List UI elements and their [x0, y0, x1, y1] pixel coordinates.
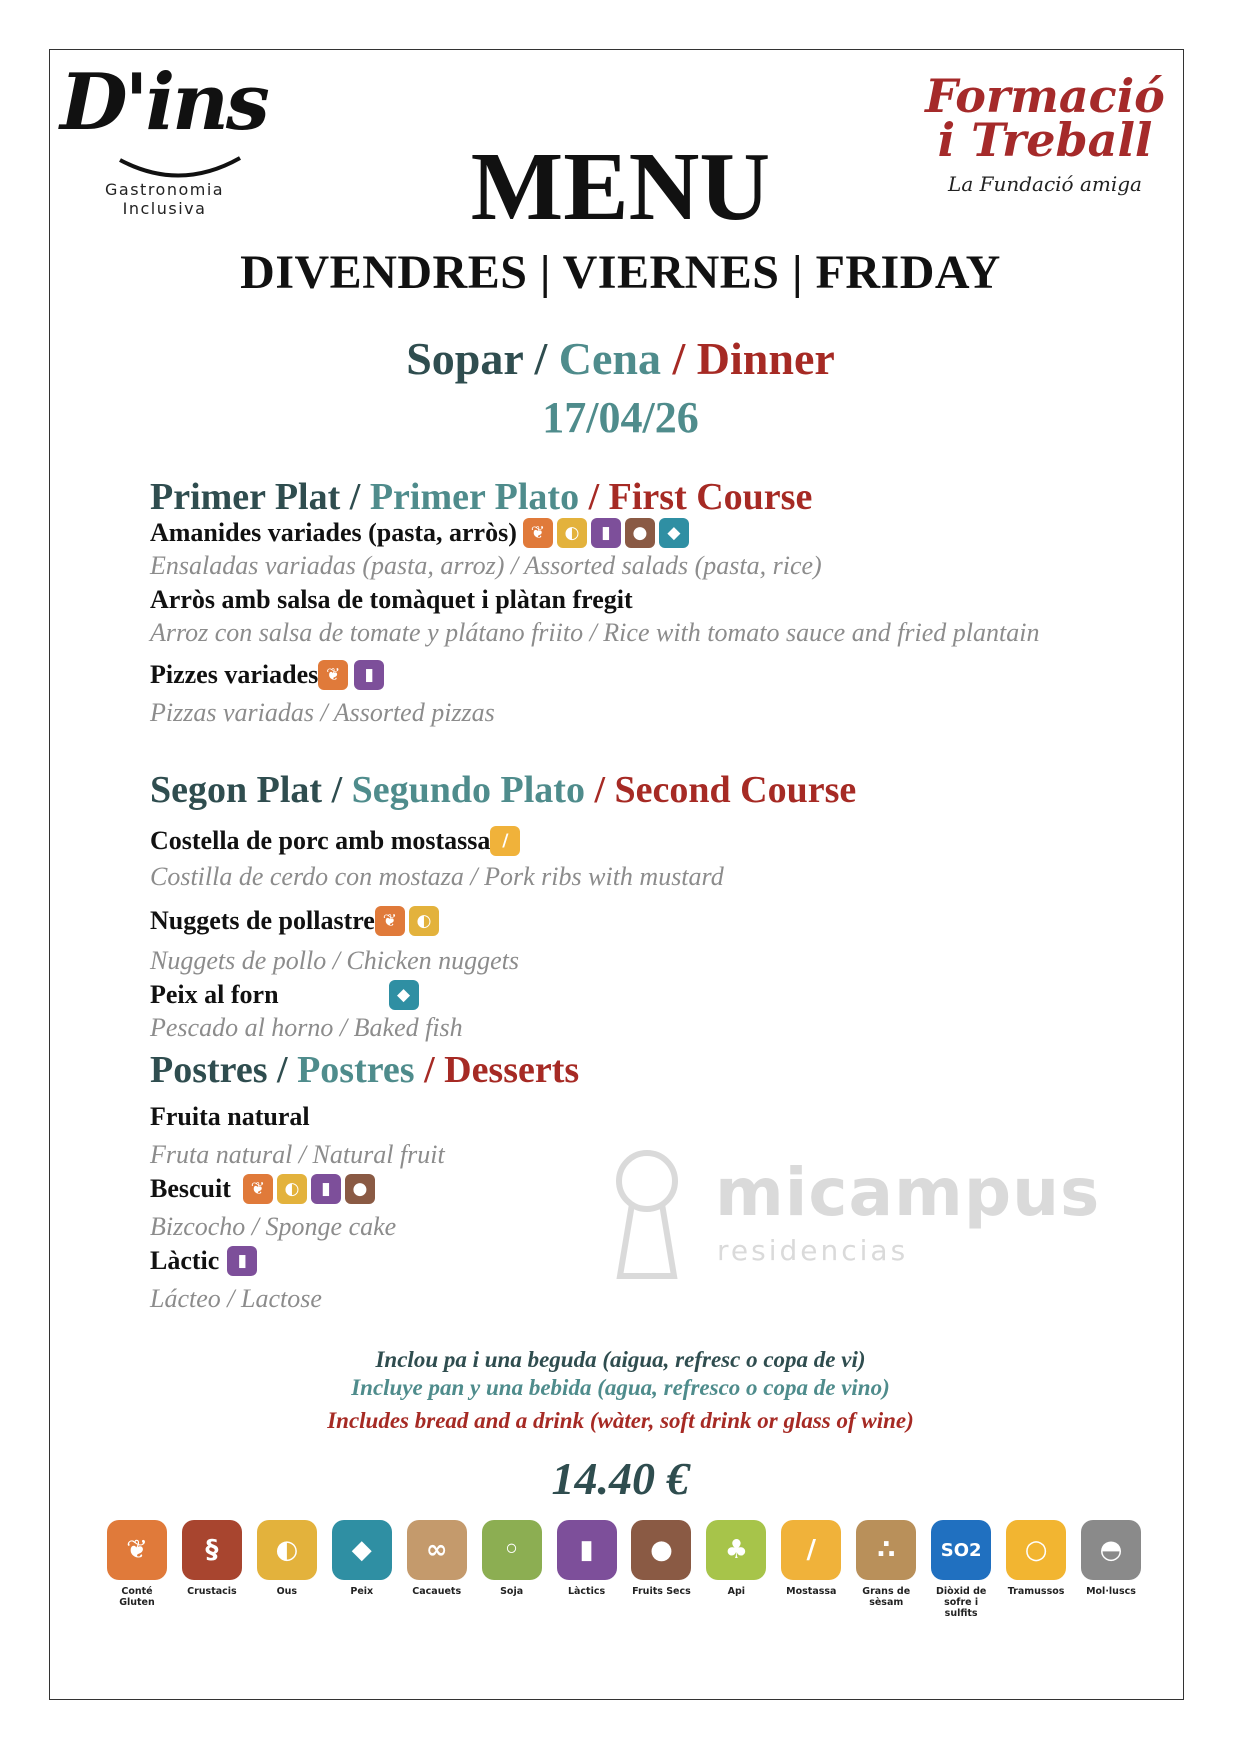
section-title-first-course: Primer Plat / Primer Plato / First Course [150, 476, 813, 518]
menu-item-translation: Bizcocho / Sponge cake [150, 1212, 397, 1241]
lupin-icon: ○ [1006, 1520, 1066, 1580]
menu-item-translation: Nuggets de pollo / Chicken nuggets [150, 946, 520, 975]
legend-item: / Mostassa [778, 1520, 844, 1619]
fish-icon: ◆ [332, 1520, 392, 1580]
menu-days: DIVENDRES | VIERNES | FRIDAY [240, 246, 1001, 299]
allergen-legend [104, 1520, 1144, 1619]
meal-ca: Sopar [406, 333, 523, 384]
menu-item-name: Pizzes variades [150, 660, 319, 689]
milk-icon: ▮ [591, 518, 621, 548]
menu-date: 17/04/26 [542, 393, 699, 442]
note-ca: Inclou pa i una beguda (aigua, refresc o copa de vi) [375, 1347, 866, 1372]
menu-item-name: Peix al forn [150, 980, 279, 1009]
fish-icon: ◆ [389, 980, 419, 1010]
allergen-icons [389, 980, 419, 1010]
dins-logo-subtitle: Gastronomia Inclusiva [105, 180, 225, 218]
milk-icon: ▮ [311, 1174, 341, 1204]
ft-logo-line1: Formació [925, 69, 1165, 123]
menu-item-translation: Lácteo / Lactose [150, 1284, 322, 1313]
so2-icon: SO2 [931, 1520, 991, 1580]
meal-es: Cena [558, 333, 661, 384]
allergen-icons [375, 906, 439, 936]
menu-item-translation: Pizzas variadas / Assorted pizzas [150, 698, 495, 727]
legend-item: ◐ Ous [254, 1520, 320, 1619]
milk-icon: ▮ [557, 1520, 617, 1580]
legend-item: ∴ Grans de sèsam [853, 1520, 919, 1619]
note-es: Incluye pan y una bebida (agua, refresco o copa de vino) [351, 1375, 890, 1400]
menu-item-translation: Fruta natural / Natural fruit [150, 1140, 445, 1169]
shrimp-icon: § [182, 1520, 242, 1580]
allergen-icons [243, 1174, 375, 1204]
egg-icon: ◐ [277, 1174, 307, 1204]
allergen-icons [318, 660, 384, 690]
legend-item: ○ Tramussos [1003, 1520, 1069, 1619]
mustard-icon: / [781, 1520, 841, 1580]
legend-item: ▮ Làctics [554, 1520, 620, 1619]
legend-item: ∞ Cacauets [404, 1520, 470, 1619]
mustard-icon: / [490, 826, 520, 856]
meal-en: Dinner [696, 333, 835, 384]
menu-item [150, 980, 419, 1010]
menu-item-translation: Pescado al horno / Baked fish [150, 1013, 463, 1042]
menu-item [150, 585, 633, 615]
micampus-watermark [612, 1146, 1101, 1286]
menu-item [150, 826, 520, 856]
menu-item [150, 1174, 375, 1204]
celery-icon: ♣ [706, 1520, 766, 1580]
egg-icon: ◐ [409, 906, 439, 936]
soy-icon: ◦ [482, 1520, 542, 1580]
menu-item [150, 906, 439, 936]
legend-item: ◦ Soja [479, 1520, 545, 1619]
legend-item: ♣ Api [703, 1520, 769, 1619]
shell-icon: ◓ [1081, 1520, 1141, 1580]
menu-item-name: Fruita natural [150, 1102, 310, 1131]
wheat-icon: ❦ [375, 906, 405, 936]
milk-icon: ▮ [354, 660, 384, 690]
wheat-icon: ❦ [318, 660, 348, 690]
wheat-icon: ❦ [523, 518, 553, 548]
menu-item-name: Bescuit [150, 1174, 231, 1203]
menu-item [150, 1102, 310, 1132]
legend-item: SO2 Diòxid de sofre i sulfits [928, 1520, 994, 1619]
watermark-name: micampus [715, 1154, 1101, 1231]
price: 14.40 € [551, 1453, 690, 1504]
note-en: Includes bread and a drink (wàter, soft drink or glass of wine) [327, 1408, 914, 1433]
nut-icon: ● [631, 1520, 691, 1580]
peanut-icon: ∞ [407, 1520, 467, 1580]
menu-item-name: Làctic [150, 1246, 220, 1275]
legend-item: ❦ Conté Gluten [104, 1520, 170, 1619]
wheat-icon: ❦ [243, 1174, 273, 1204]
allergen-icons [490, 826, 520, 856]
legend-item: ◓ Mol·luscs [1078, 1520, 1144, 1619]
meal-heading: Sopar / Cena / Dinner [406, 333, 835, 384]
milk-icon: ▮ [227, 1246, 257, 1276]
menu-item-name: Arròs amb salsa de tomàquet i plàtan fregit [150, 585, 633, 614]
legend-item: ● Fruits Secs [628, 1520, 694, 1619]
watermark-sub: residencias [717, 1234, 909, 1267]
section-title-second-course: Segon Plat / Segundo Plato / Second Course [150, 769, 857, 811]
section-title-desserts: Postres / Postres / Desserts [150, 1049, 580, 1091]
keyhole-icon [612, 1146, 682, 1282]
allergen-icons [523, 518, 689, 548]
nut-icon: ● [625, 518, 655, 548]
menu-item-name: Nuggets de pollastre [150, 906, 375, 935]
menu-item [150, 518, 689, 548]
fish-icon: ◆ [659, 518, 689, 548]
wheat-icon: ❦ [107, 1520, 167, 1580]
menu-item-name: Amanides variades (pasta, arròs) [150, 518, 517, 547]
egg-icon: ◐ [257, 1520, 317, 1580]
allergen-icons [227, 1246, 257, 1276]
menu-item [150, 660, 384, 690]
legend-item: § Crustacis [179, 1520, 245, 1619]
menu-item-translation: Arroz con salsa de tomate y plátano friito / Rice with tomato sauce and fried plantain [150, 618, 1040, 647]
ft-logo-line2: i Treball [937, 113, 1153, 167]
menu-item-translation: Ensaladas variadas (pasta, arroz) / Assorted salads (pasta, rice) [150, 551, 822, 580]
nut-icon: ● [345, 1174, 375, 1204]
menu-item-name: Costella de porc amb mostassa [150, 826, 491, 855]
menu-item-translation: Costilla de cerdo con mostaza / Pork ribs with mustard [150, 862, 724, 891]
egg-icon: ◐ [557, 518, 587, 548]
menu-title: MENU [470, 133, 771, 241]
sesame-icon: ∴ [856, 1520, 916, 1580]
menu-item [150, 1246, 257, 1276]
dins-logo-word: D'ins [60, 57, 267, 148]
ft-logo-tagline: La Fundació amiga [948, 172, 1142, 196]
legend-item: ◆ Peix [329, 1520, 395, 1619]
